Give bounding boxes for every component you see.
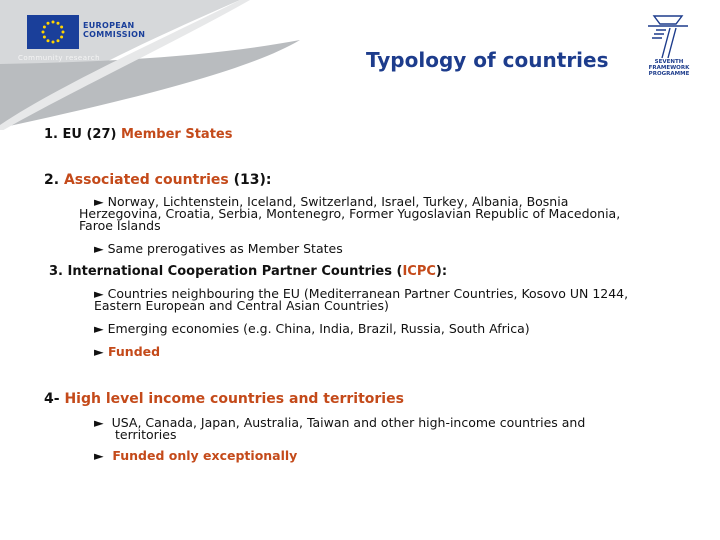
section-1-heading [44,127,232,142]
section-3-suffix: ): [435,264,448,279]
eu-flag-logo [27,15,79,49]
section-4-bullet-2 [94,450,297,462]
bullet-text-line: Norway, Lichtenstein, Iceland, Switzerland, Israel, Turkey, Albania, Bosnia [107,194,569,209]
fp7-line2: PROGRAMME [648,71,690,77]
bullet-arrow-icon: ► [94,286,104,301]
section-2-count: (13): [233,172,272,188]
header-swoosh-decoration [0,0,720,130]
fp7-caption [634,59,704,77]
section-4-heading [44,391,404,407]
section-3-bullet-1-line-2: Eastern European and Central Asian Countries) [94,298,389,313]
section-3-heading [49,264,447,279]
bullet-text-highlight: Funded only exceptionally [112,448,298,463]
section-3-highlight: ICPC [402,264,436,279]
bullet-text: Emerging economies (e.g. China, India, Brazil, Russia, South Africa) [107,321,530,336]
bullet-text: Same prerogatives as Member States [107,241,343,256]
page-title: Typology of countries [366,48,609,72]
section-2-highlight: Associated countries [63,172,229,188]
section-4-highlight: High level income countries and territories [64,391,404,407]
section-2-heading [44,172,272,188]
section-4-number: 4- [44,391,60,407]
bullet-text-highlight: Funded [107,344,161,359]
section-3-label: 3. International Cooperation Partner Countries ( [49,264,403,279]
bullet-arrow-icon: ► [94,241,104,256]
bullet-text-line: USA, Canada, Japan, Australia, Taiwan and other high-income countries and [111,415,586,430]
fp7-line1: SEVENTH FRAMEWORK [648,59,690,71]
slide-header [0,0,720,120]
bullet-arrow-icon: ► [94,415,104,430]
org-subtitle: Community research [18,54,101,62]
section-3-bullet-2 [94,323,530,335]
section-2-bullet-2 [94,243,343,255]
section-1-number: 1. [44,127,58,142]
section-1-label: EU (27) [62,127,117,142]
section-2-bullet-1-line-3: Faroe Islands [79,218,161,233]
section-2-number: 2. [44,172,60,188]
org-line2: COMMISSION [83,30,146,39]
section-3-bullet-3 [94,346,160,358]
bullet-text-line: Countries neighbouring the EU (Mediterranean Partner Countries, Kosovo UN 1244, [107,286,629,301]
section-4-bullet-1-line-2: territories [115,427,177,442]
commission-name [83,21,145,39]
bullet-arrow-icon: ► [94,448,104,463]
section-2-bullet-1-line-2: Herzegovina, Croatia, Serbia, Montenegro, Former Yugoslavian Republic of Macedonia, [79,206,621,221]
bullet-arrow-icon: ► [94,344,104,359]
bullet-arrow-icon: ► [94,194,104,209]
section-1-highlight: Member States [120,127,233,142]
bullet-arrow-icon: ► [94,321,104,336]
org-line1: EUROPEAN [83,21,135,30]
